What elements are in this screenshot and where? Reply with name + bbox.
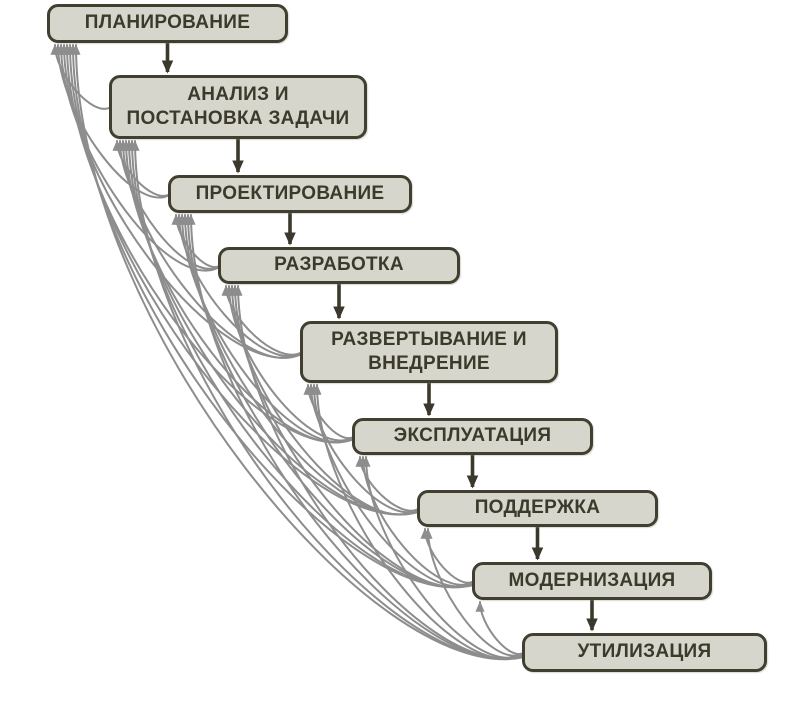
stage-label-line: ПОДДЕРЖКА <box>474 497 601 519</box>
stage-box-deployment <box>300 321 558 383</box>
stage-label-line: УТИЛИЗАЦИЯ <box>577 641 712 663</box>
stage-label-line: ЭКСПЛУАТАЦИЯ <box>393 425 552 447</box>
stage-label-line: ПРОЕКТИРОВАНИЕ <box>195 182 385 204</box>
stage-label-line: РАЗРАБОТКА <box>274 254 404 276</box>
stage-label-line: МОДЕРНИЗАЦИЯ <box>508 569 676 591</box>
stage-label-line: РАЗВЕРТЫВАНИЕ И <box>331 328 527 350</box>
stage-box-planning <box>47 4 288 43</box>
stage-box-support <box>417 490 658 527</box>
feedback-arrow-disposal-to-analysis <box>135 141 523 659</box>
stage-box-development <box>218 247 460 284</box>
stage-box-modernization <box>472 562 712 600</box>
stage-label-line: ПЛАНИРОВАНИЕ <box>84 12 251 34</box>
stage-box-operation <box>352 418 593 455</box>
stage-label-line: АНАЛИЗ И <box>187 83 289 105</box>
stage-box-disposal <box>522 633 767 672</box>
stage-label-line: ПОСТАНОВКА ЗАДАЧИ <box>126 108 350 129</box>
feedback-arrow-disposal-to-modernization <box>480 602 523 654</box>
feedback-arrow-disposal-to-operation <box>366 457 523 658</box>
stage-box-design <box>168 175 412 213</box>
stage-label-line: ВНЕДРЕНИЕ <box>368 353 490 374</box>
stage-box-analysis <box>109 75 367 139</box>
